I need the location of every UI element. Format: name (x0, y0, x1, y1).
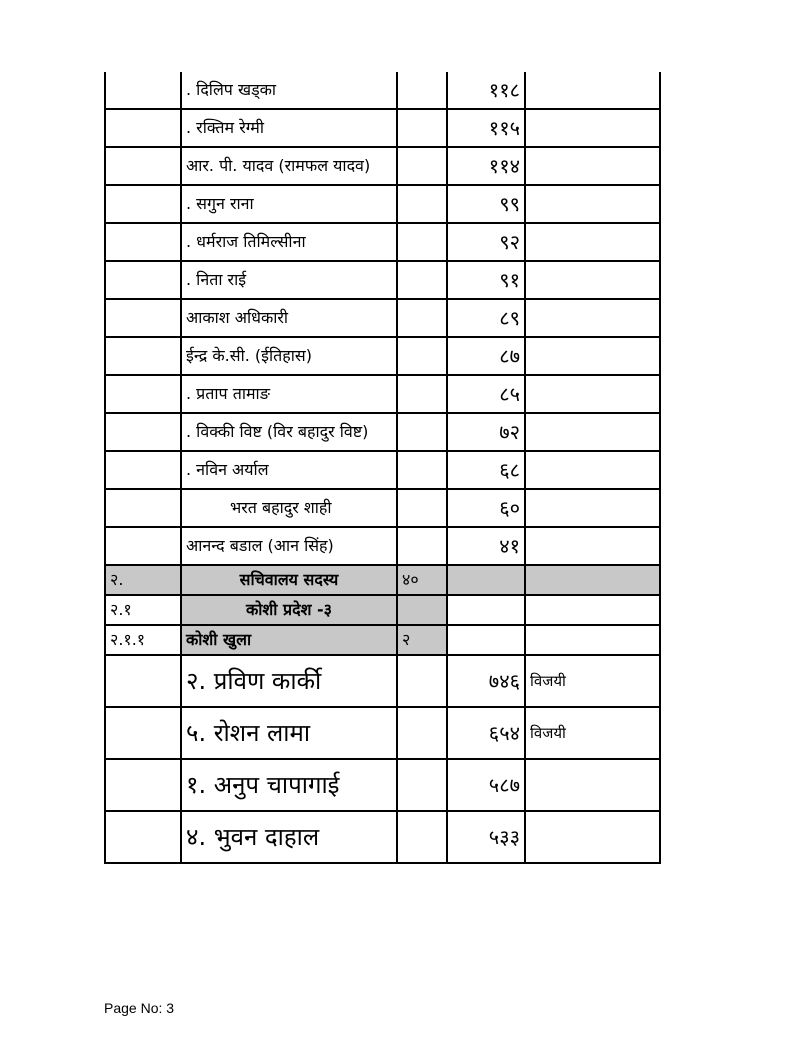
vote-count: ५३३ (447, 811, 525, 863)
vote-count: ६८ (447, 451, 525, 489)
section-title: सचिवालय सदस्य (181, 565, 397, 595)
result-label: विजयी (525, 655, 660, 707)
vote-count: ९२ (447, 223, 525, 261)
page-number: Page No: 3 (104, 1000, 175, 1016)
province-number: २.१ (105, 595, 181, 625)
candidate-name: . धर्मराज तिमिल्सीना (181, 223, 397, 261)
result-label: विजयी (525, 707, 660, 759)
candidate-name: आर. पी. यादव (रामफल यादव) (181, 147, 397, 185)
vote-count: ७२ (447, 413, 525, 451)
table-row (105, 147, 660, 185)
table-row (105, 707, 660, 759)
province-row (105, 595, 660, 625)
vote-count: ८७ (447, 337, 525, 375)
table-row (105, 413, 660, 451)
table-row (105, 223, 660, 261)
vote-count: ११४ (447, 147, 525, 185)
table-row (105, 375, 660, 413)
vote-count: ११५ (447, 109, 525, 147)
province-title: कोशी प्रदेश -३ (181, 595, 397, 625)
vote-count: ११८ (447, 72, 525, 109)
results-table (104, 72, 661, 864)
candidate-name: . सगुन राना (181, 185, 397, 223)
table-row (105, 337, 660, 375)
vote-count: ७४६ (447, 655, 525, 707)
table-row (105, 527, 660, 565)
candidate-name: आकाश अधिकारी (181, 299, 397, 337)
table-row (105, 299, 660, 337)
section-number: २. (105, 565, 181, 595)
candidate-name: २. प्रविण कार्की (181, 655, 397, 707)
vote-count: ९९ (447, 185, 525, 223)
table-row (105, 109, 660, 147)
table-row (105, 811, 660, 863)
table-row (105, 655, 660, 707)
candidate-name: . विक्की विष्ट (विर बहादुर विष्ट) (181, 413, 397, 451)
candidate-name: . रक्तिम रेग्मी (181, 109, 397, 147)
result-label (525, 759, 660, 811)
candidate-name: ४. भुवन दाहाल (181, 811, 397, 863)
candidate-name: ईन्द्र के.सी. (ईतिहास) (181, 337, 397, 375)
table-row (105, 489, 660, 527)
candidate-name: . दिलिप खड्का (181, 72, 397, 109)
candidate-name: भरत बहादुर शाही (181, 489, 397, 527)
vote-count: ६० (447, 489, 525, 527)
vote-count: ८५ (447, 375, 525, 413)
category-number: २.१.१ (105, 625, 181, 655)
table-row (105, 261, 660, 299)
vote-count: ९१ (447, 261, 525, 299)
vote-count: ८९ (447, 299, 525, 337)
candidate-name: . प्रताप तामाङ (181, 375, 397, 413)
candidate-name: . नविन अर्याल (181, 451, 397, 489)
candidate-name: . निता राई (181, 261, 397, 299)
table-row (105, 451, 660, 489)
category-seats: २ (397, 625, 447, 655)
vote-count: ४१ (447, 527, 525, 565)
section-seats: ४० (397, 565, 447, 595)
section-row (105, 565, 660, 595)
table-row (105, 185, 660, 223)
result-label (525, 811, 660, 863)
candidate-name: आनन्द बडाल (आन सिंह) (181, 527, 397, 565)
vote-count: ५८७ (447, 759, 525, 811)
table-row (105, 759, 660, 811)
candidate-name: १. अनुप चापागाई (181, 759, 397, 811)
category-row (105, 625, 660, 655)
candidate-name: ५. रोशन लामा (181, 707, 397, 759)
table-row (105, 72, 660, 109)
vote-count: ६५४ (447, 707, 525, 759)
category-title: कोशी खुला (181, 625, 397, 655)
